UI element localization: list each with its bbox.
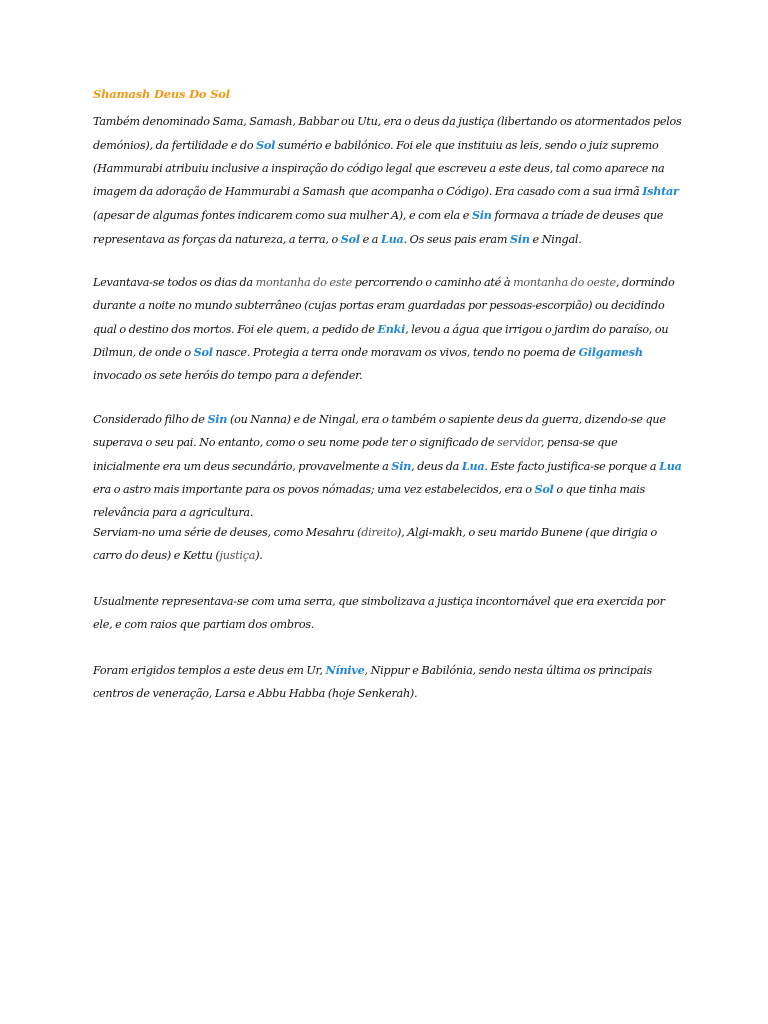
text-span: e a: [359, 232, 382, 246]
document-title: Shamash Deus Do Sol: [93, 87, 230, 101]
paragraph-4: [93, 522, 683, 568]
link-ninive[interactable]: Nínive: [325, 663, 365, 677]
text-span: o que tinha mais relevância para a agricultura.: [93, 483, 645, 520]
text-span: . Este facto justifica-se porque a: [484, 459, 660, 473]
text-span: (ou Nanna) e de Ningal, era o também o sapiente deus da guerra, dizendo-se que superava o seu pai. No entanto, como o seu nome pode ter o significado de: [93, 413, 666, 449]
link-sol[interactable]: Sol: [340, 231, 360, 246]
text-span: (apesar de algumas fontes indicarem como sua mulher A), e com ela e: [93, 209, 472, 223]
text-span: . Os seus pais eram: [403, 232, 511, 246]
text-span: , levou a água que irrigou o jardim do paraíso, ou Dilmun, de onde o: [93, 322, 669, 360]
text-span: Usualmente representava-se com uma serra, que simbolizava a justiça incontornável que era exercida por ele, e com raios que partiam dos ombros.: [93, 595, 665, 631]
text-span: Foram erigidos templos a este deus em Ur,: [93, 664, 326, 677]
link-sin[interactable]: Sin: [391, 458, 412, 473]
link-sol[interactable]: Sol: [256, 137, 276, 152]
text-span: e Ningal.: [529, 232, 582, 246]
paragraph-1: [93, 111, 683, 252]
link-lua[interactable]: Lua: [461, 458, 485, 473]
text-span: Levantava-se todos os dias da: [93, 276, 256, 289]
text-span: , dormindo durante a noite no mundo subterrâneo (cujas portas eram guardadas por pessoas-escorpião) ou decidindo qual o destino dos mortos. Foi ele quem, a pedido de: [93, 276, 675, 336]
link-sin[interactable]: Sin: [510, 231, 530, 246]
link-sin[interactable]: Sin: [471, 208, 492, 223]
text-span: sumério e babilónico. Foi ele que instituiu as leis, sendo o juiz supremo (Hammurabi atribuiu inclusive a inspiração do código legal que escreveu a este deus, tal como aparece na imagem da adoração de Hammurabi a Samash que acompanha o Código). Era casado com a sua irmã: [93, 138, 665, 199]
text-span: era o astro mais importante para os povos nómadas; uma vez estabelecidos, era o: [93, 483, 535, 497]
text-span: , deus da: [411, 459, 462, 473]
text-span: Considerado filho de: [93, 413, 208, 426]
text-span: ).: [255, 548, 263, 562]
emphasis-text: servidor: [497, 435, 541, 449]
text-span: Serviam-no uma série de deuses, como Mesahru (: [93, 526, 362, 539]
emphasis-text: montanha do oeste: [513, 276, 616, 289]
emphasis-text: montanha do este: [255, 276, 352, 289]
link-lua[interactable]: Lua: [659, 458, 682, 473]
emphasis-text: justiça: [219, 548, 256, 562]
text-span: nasce. Protegia a terra onde moravam os vivos, tendo no poema de: [212, 346, 579, 360]
paragraph-6: [93, 659, 683, 706]
link-sol[interactable]: Sol: [534, 482, 554, 497]
text-span: , Nippur e Babilónia, sendo nesta última os principais centros de veneração, Larsa e Abbu Habba (hoje Senkerah).: [93, 664, 652, 700]
emphasis-text: direito: [361, 526, 397, 539]
link-enki[interactable]: Enki: [377, 321, 406, 336]
link-gilgamesh[interactable]: Gilgamesh: [578, 345, 643, 360]
paragraph-2: [93, 272, 683, 388]
paragraph-3: [93, 408, 683, 525]
text-span: invocado os sete heróis do tempo para a defender.: [93, 369, 363, 383]
link-sin[interactable]: Sin: [207, 412, 228, 426]
text-span: formava a tríade de deuses que representava as forças da natureza, a terra, o: [93, 209, 664, 246]
paragraph-5: [93, 591, 683, 637]
text-span: , pensa-se que inicialmente era um deus secundário, provavelmente a: [93, 435, 618, 473]
text-span: Também denominado Sama, Samash, Babbar ou Utu, era o deus da justiça (libertando os atormentados pelos demónios), da fertilidade e do: [93, 115, 682, 152]
link-ishtar[interactable]: Ishtar: [642, 184, 679, 199]
link-lua[interactable]: Lua: [381, 231, 404, 246]
text-span: ), Algi-makh, o seu marido Bunene (que dirigia o carro do deus) e Kettu (: [93, 526, 657, 562]
text-span: percorrendo o caminho até à: [351, 276, 514, 289]
link-sol[interactable]: Sol: [193, 345, 213, 360]
